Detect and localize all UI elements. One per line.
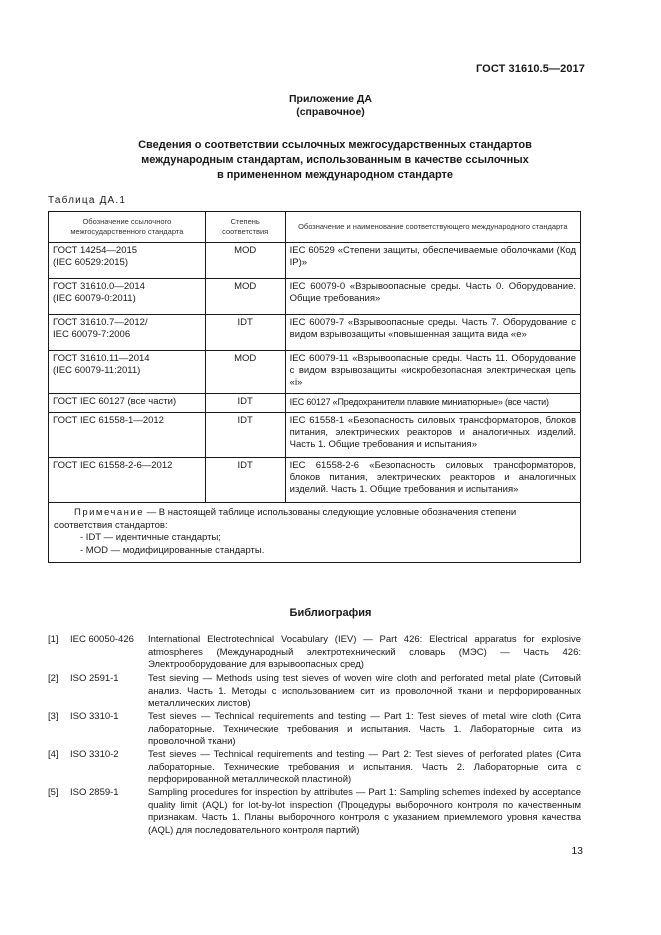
table-note bbox=[49, 503, 581, 563]
degree-cell: MOD bbox=[205, 243, 285, 279]
entry-number: [5] bbox=[48, 787, 59, 798]
entry-code: ISO 3310-1 bbox=[70, 711, 119, 722]
entry-text: Test sieves — Technical requirements and testing — Part 2: Test sieves of perforated plates (Сита лабораторные. Технические требования и испытания. Часть 2. Лабораторные сита с перфорированной металлической пластиной) bbox=[148, 749, 581, 785]
annex-title: Приложение ДА bbox=[289, 93, 372, 105]
annex-heading-line: международным стандартам, использованным в качестве ссылочных bbox=[141, 154, 529, 166]
entry-code: ISO 3310-2 bbox=[70, 749, 119, 760]
entry-number: [3] bbox=[48, 711, 59, 722]
degree-cell: IDT bbox=[205, 315, 285, 351]
degree-cell: IDT bbox=[205, 413, 285, 458]
note-text: — В настоящей таблице использованы следующие условные обозначения степени соответствия стандартов: bbox=[54, 507, 517, 531]
table-header-row bbox=[49, 212, 581, 243]
entry-text: Sampling procedures for inspection by attributes — Part 1: Sampling schemes indexed by acceptance quality limit (AQL) for lot-by-lot inspection (Процедуры выборочного контроля по качественным признакам. Часть 1. Планы выборочного контроля с указанием приемлемого уровня качества (AQL) для последовательного контроля партий) bbox=[148, 787, 581, 836]
page-number: 13 bbox=[571, 845, 583, 857]
international-cell: IEC 60079-0 «Взрывоопасные среды. Часть 0. Оборудование. Общие требования» bbox=[285, 279, 580, 315]
international-cell: IEC 60079-7 «Взрывоопасные среды. Часть 7. Оборудование с видом взрывозащиты «повышенная защита вида «е» bbox=[285, 315, 580, 351]
column-header-degree: Степень соответствия bbox=[205, 212, 285, 243]
note-paragraph bbox=[54, 507, 575, 532]
note-item: - MOD — модифицированные стандарты. bbox=[80, 544, 265, 556]
entry-text: Test sieving — Methods using test sieves of woven wire cloth and perforated metal plate (Ситовый анализ. Часть 1. Методы с использованием сит из проволочной ткани и перфорированных металлических листов) bbox=[148, 673, 581, 709]
document-code: ГОСТ 31610.5—2017 bbox=[475, 63, 585, 75]
standard-cell: ГОСТ 31610.7—2012/ IEC 60079-7:2006 bbox=[49, 315, 206, 351]
degree-cell: IDT bbox=[205, 394, 285, 413]
annex-heading-line: Сведения о соответствии ссылочных межгосударственных стандартов bbox=[138, 139, 532, 151]
standard-cell: ГОСТ IEC 61558-2-6—2012 bbox=[49, 458, 206, 503]
entry-text: International Electrotechnical Vocabulary (IEV) — Part 426: Electrical apparatus for explosive atmospheres (Международный электротехнический словарь (МЭС) — Часть 426: Электрооборудование для взрывоопасных сред) bbox=[148, 634, 581, 670]
note-item: - IDT — идентичные стандарты; bbox=[80, 532, 221, 543]
table-row bbox=[49, 394, 581, 413]
table-caption: Таблица ДА.1 bbox=[48, 195, 127, 206]
column-header-international: Обозначение и наименование соответствующего международного стандарта bbox=[285, 212, 580, 243]
entry-number: [4] bbox=[48, 749, 59, 760]
column-header-standard: Обозначение ссылочного межгосударственного стандарта bbox=[49, 212, 206, 243]
note-label: Примечание bbox=[74, 507, 144, 518]
table-row bbox=[49, 243, 581, 279]
table-row bbox=[49, 351, 581, 394]
international-cell: IEC 61558-2-6 «Безопасность силовых трансформаторов, блоков питания, электрических реакторов и аналогичных изделий. Часть 1. Общие требования и испытания» bbox=[285, 458, 580, 503]
entry-code: ISO 2591-1 bbox=[70, 673, 119, 684]
table-row bbox=[49, 413, 581, 458]
standard-cell: ГОСТ 31610.0—2014 (IEC 60079-0:2011) bbox=[49, 279, 206, 315]
standard-cell: ГОСТ 14254—2015 (IEC 60529:2015) bbox=[49, 243, 206, 279]
annex-subtitle: (справочное) bbox=[296, 106, 365, 118]
annex-heading bbox=[90, 138, 580, 183]
standard-cell: ГОСТ 31610.11—2014 (IEC 60079-11:2011) bbox=[49, 351, 206, 394]
entry-code: ISO 2859-1 bbox=[70, 787, 119, 798]
degree-cell: MOD bbox=[205, 351, 285, 394]
international-cell: IEC 60529 «Степени защиты, обеспечиваемые оболочками (Код IP)» bbox=[285, 243, 580, 279]
international-cell: IEC 60127 «Предохранители плавкие миниатюрные» (все части) bbox=[285, 394, 580, 413]
table-row bbox=[49, 279, 581, 315]
international-cell: IEC 60079-11 «Взрывоопасные среды. Часть 11. Оборудование с видом взрывозащиты «искробезопасная электрическая цепь «i» bbox=[285, 351, 580, 394]
degree-cell: IDT bbox=[205, 458, 285, 503]
bibliography-title: Библиография bbox=[289, 607, 372, 619]
entry-text: Test sieves — Technical requirements and testing — Part 1: Test sieves of metal wire cloth (Сита лабораторные. Технические требования и испытания. Часть 1. Лабораторные сита из проволочной ткани) bbox=[148, 711, 581, 747]
standard-cell: ГОСТ IEC 61558-1—2012 bbox=[49, 413, 206, 458]
annex-heading-line: в примененном международном стандарте bbox=[216, 169, 454, 181]
table-row bbox=[49, 458, 581, 503]
correspondence-table bbox=[48, 211, 581, 563]
table-row bbox=[49, 315, 581, 351]
entry-number: [2] bbox=[48, 673, 59, 684]
degree-cell: MOD bbox=[205, 279, 285, 315]
entry-number: [1] bbox=[48, 634, 59, 645]
entry-code: IEC 60050-426 bbox=[70, 634, 134, 645]
table-note-row bbox=[49, 503, 581, 563]
international-cell: IEC 61558-1 «Безопасность силовых трансформаторов, блоков питания, электрических реакторов и аналогичных изделий. Часть 1. Общие требования и испытания» bbox=[285, 413, 580, 458]
standard-cell: ГОСТ IEC 60127 (все части) bbox=[49, 394, 206, 413]
